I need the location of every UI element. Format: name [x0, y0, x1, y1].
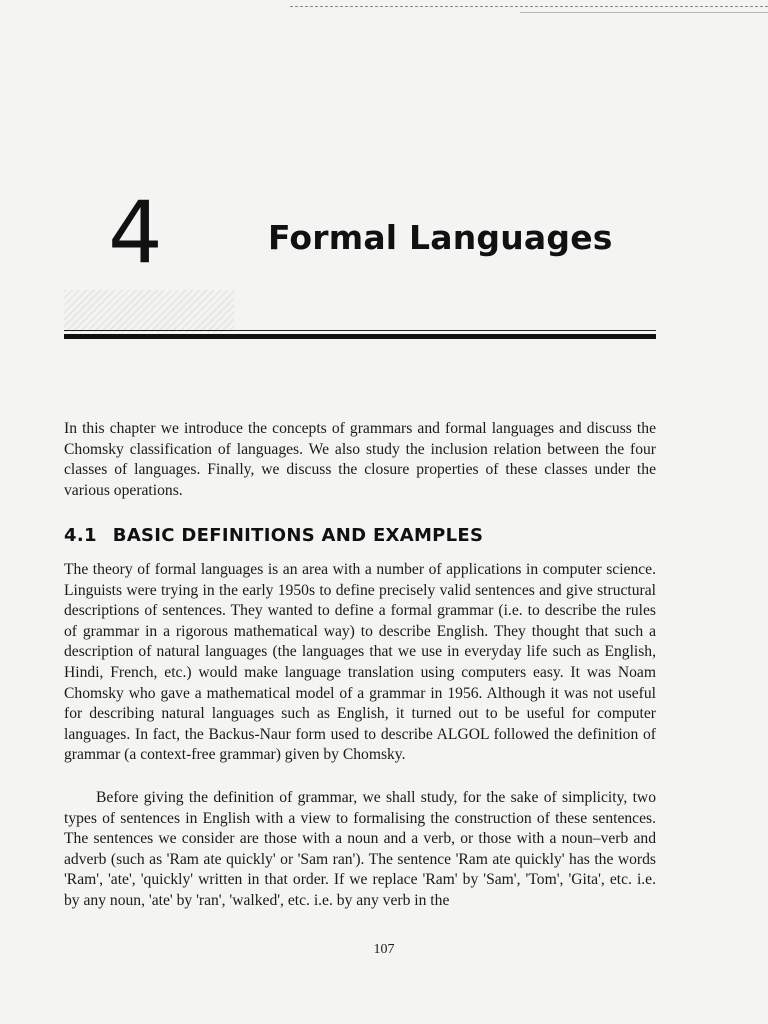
- body-paragraph: Before giving the definition of grammar, we shall study, for the sake of simplicity, two types of sentences in English with a view to formalising the construction of these sentences. The sentences we consider are those with a noun and a verb, or those with a noun–verb and adverb (such as 'Ram ate quickly' or 'Sam ran'). The sentence 'Ram ate quickly' has the words 'Ram', 'ate', 'quickly' written in that order. If we replace 'Ram' by 'Sam', 'Tom', 'Gita', etc. i.e. by any noun, 'ate' by 'ran', 'walked', etc. i.e. by any verb in the: [64, 789, 656, 909]
- chapter-number: 4: [108, 183, 163, 283]
- chapter-title: Formal Languages: [268, 218, 613, 257]
- scan-edge-line-secondary: [520, 12, 768, 13]
- section-title: BASIC DEFINITIONS AND EXAMPLES: [112, 525, 484, 546]
- page-number: 107: [373, 942, 395, 957]
- body-paragraph: The theory of formal languages is an area with a number of applications in computer science. Linguists were trying in the early 1950s to define precisely valid sentences and give structural descriptions of sentences. They wanted to define a formal grammar (i.e. to describe the rules of grammar in a rigorous mathematical way) to describe English. They thought that such a description of natural languages (the languages that we use in everyday life such as English, Hindi, French, etc.) would make language translation using computers easy. It was Noam Chomsky who gave a mathematical model of a grammar in 1956. Although it was not useful for describing natural languages such as English, it turned out to be useful for computer languages. In fact, the Backus-Naur form used to describe ALGOL followed the definition of grammar (a context-free grammar) given by Chomsky.: [64, 561, 656, 764]
- section-number: 4.1: [64, 525, 97, 546]
- chapter-number-shading: [64, 290, 234, 332]
- scan-edge-line: [290, 6, 768, 7]
- chapter-title-rule-thin: [64, 330, 656, 331]
- section-heading: [64, 525, 483, 546]
- chapter-title-rule-thick: [64, 334, 656, 339]
- chapter-intro-paragraph: In this chapter we introduce the concepts of grammars and formal languages and discuss the Chomsky classification of languages. We also study the inclusion relation between the four classes of languages. Finally, we discuss the closure properties of these classes under the various operations.: [64, 420, 656, 499]
